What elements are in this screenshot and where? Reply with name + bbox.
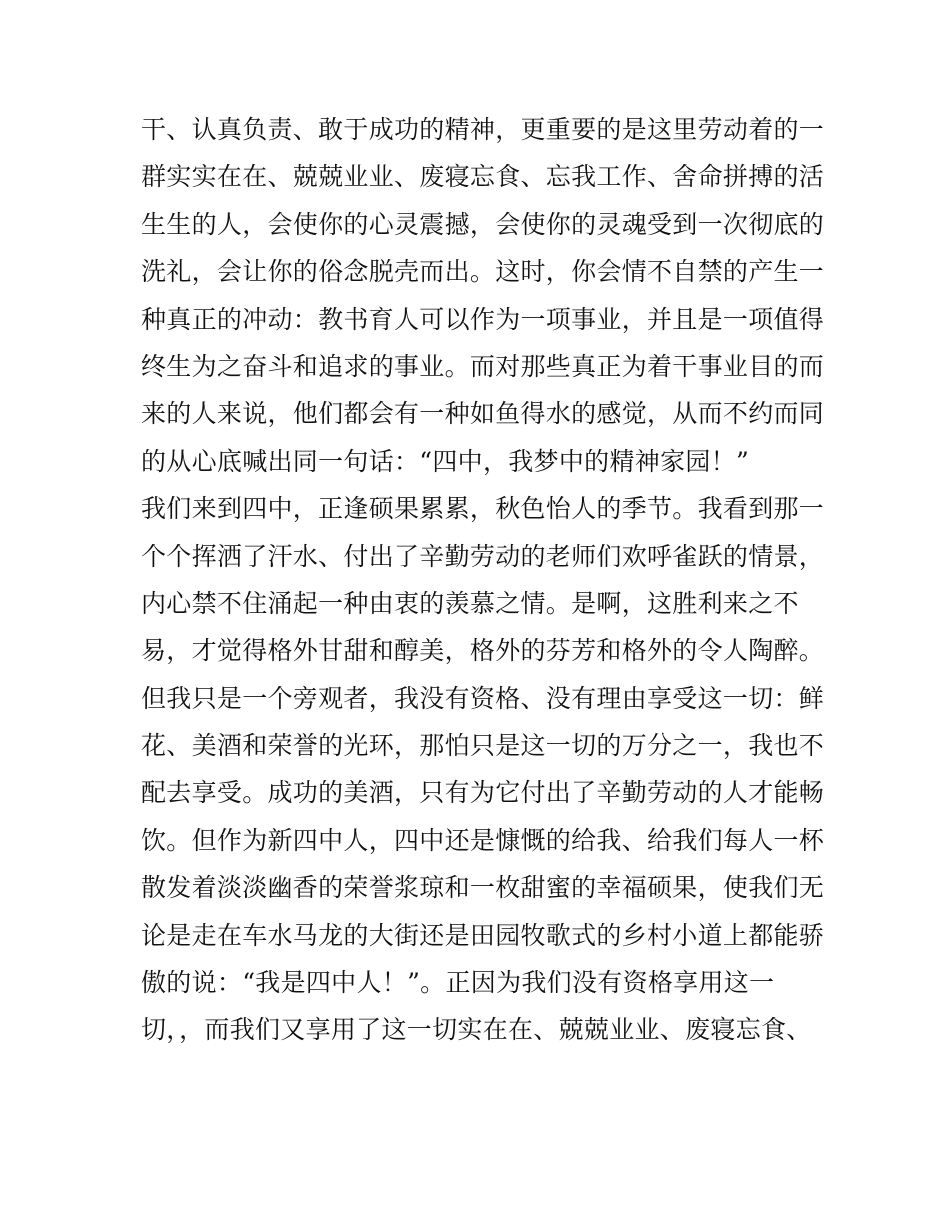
text-line: 生生的人，会使你的心灵震撼，会使你的灵魂受到一次彻底的 [141, 209, 825, 239]
text-line: 来的人来说，他们都会有一种如鱼得水的感觉，从而不约而同 [141, 399, 825, 429]
text-line: 干、认真负责、敢于成功的精神，更重要的是这里劳动着的一 [141, 115, 825, 144]
text-line: 洗礼，会让你的俗念脱壳而出。这时，你会情不自禁的产生一 [141, 257, 825, 287]
text-line: 配去享受。成功的美酒，只有为它付出了辛勤劳动的人才能畅 [141, 778, 825, 808]
body-text [141, 106, 825, 1054]
text-line: 傲的说：“我是四中人！”。正因为我们没有资格享用这一 [141, 968, 775, 998]
text-line: 饮。但作为新四中人，四中还是慷慨的给我、给我们每人一杯 [141, 825, 825, 855]
text-line: 个个挥洒了汗水、付出了辛勤劳动的老师们欢呼雀跃的情景， [141, 541, 825, 571]
text-line: 易，才觉得格外甘甜和醇美，格外的芬芳和格外的令人陶醉。 [141, 636, 825, 666]
text-line: 群实实在在、兢兢业业、废寝忘食、忘我工作、舍命拼搏的活 [141, 162, 825, 192]
text-line: 花、美酒和荣誉的光环，那怕只是这一切的万分之一，我也不 [141, 731, 825, 761]
text-line: 但我只是一个旁观者，我没有资格、没有理由享受这一切：鲜 [141, 683, 825, 713]
text-line: 散发着淡淡幽香的荣誉浆琼和一枚甜蜜的幸福硕果，使我们无 [141, 873, 825, 903]
text-line: 切，，而我们又享用了这一切实在在、兢兢业业、废寝忘食、 [141, 1015, 812, 1045]
text-line: 论是走在车水马龙的大街还是田园牧歌式的乡村小道上都能骄 [141, 920, 825, 950]
text-line: 种真正的冲动：教书育人可以作为一项事业，并且是一项值得 [141, 304, 825, 334]
text-line: 终生为之奋斗和追求的事业。而对那些真正为着干事业目的而 [141, 351, 825, 381]
text-line: 内心禁不住涌起一种由衷的羡慕之情。是啊，这胜利来之不 [141, 588, 799, 618]
text-line: 的从心底喊出同一句话：“四中，我梦中的精神家园！” [141, 446, 750, 476]
text-line: 我们来到四中，正逢硕果累累，秋色怡人的季节。我看到那一 [141, 494, 825, 524]
